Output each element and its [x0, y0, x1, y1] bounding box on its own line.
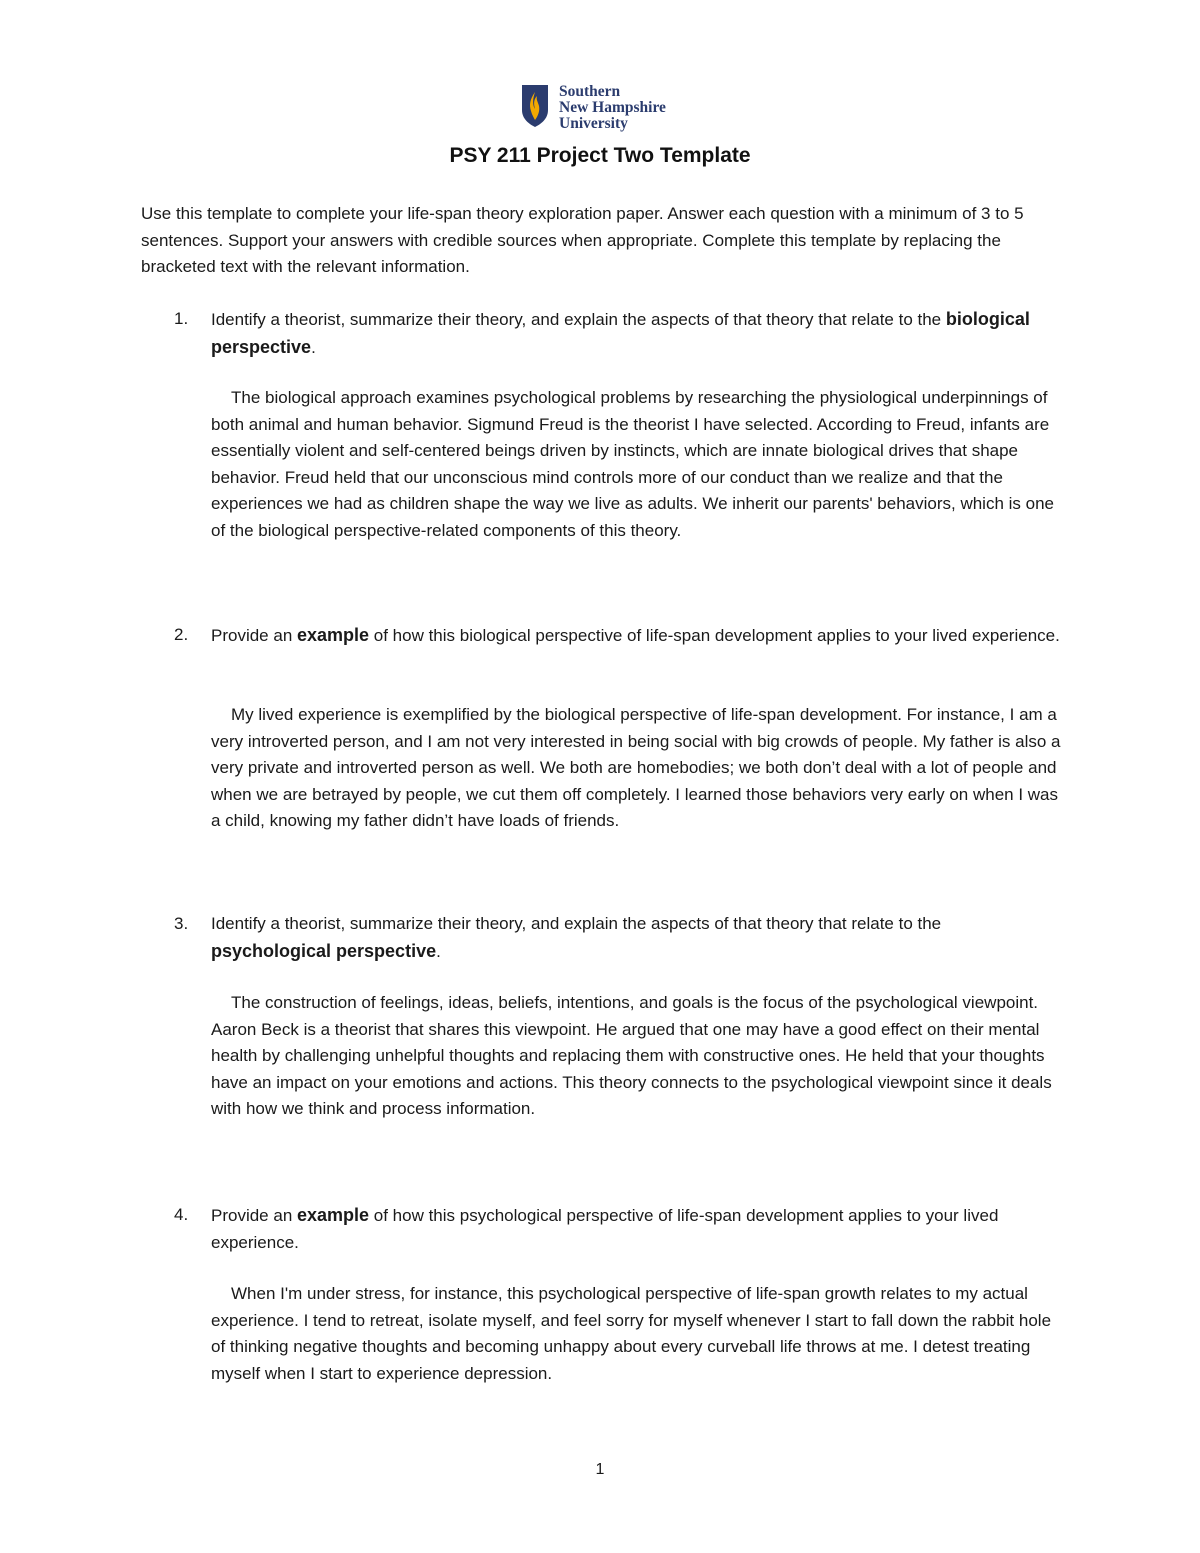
question-text: Provide an example of how this psychological perspective of life-span development applies to your lived experience.: [211, 1205, 999, 1252]
question-emphasis: biological perspective: [211, 309, 1030, 357]
university-name: [559, 84, 666, 132]
question-1: [141, 306, 1061, 361]
question-4: [141, 1202, 1061, 1256]
shield-flame-icon: [521, 84, 549, 128]
answer-2: My lived experience is exemplified by the biological perspective of life-span development. For instance, I am a very introverted person, and I am not very interested in being social with big crowds of people. My father is also a very private and introverted person as well. We both are homebodies; we both don’t deal with a lot of people and when we are betrayed by people, we cut them off completely. I learned those behaviors very early on when I was a child, knowing my father didn’t have loads of friends.: [211, 705, 1061, 830]
question-emphasis: psychological perspective: [211, 940, 437, 961]
university-logo: [521, 84, 666, 132]
logo-line-new-hampshire: New Hampshire: [559, 99, 666, 116]
question-text: Provide an example of how this biological perspective of life-span development applies to your lived experience.: [211, 625, 1060, 645]
intro-paragraph: Use this template to complete your life-span theory exploration paper. Answer each question with a minimum of 3 to 5 sentences. Support your answers with credible sources when appropriate. Complete this template by replacing the bracketed text with the relevant information.: [141, 204, 1024, 276]
question-emphasis: example: [297, 625, 370, 645]
document-title: PSY 211 Project Two Template: [449, 144, 751, 167]
logo-line-southern: Southern: [559, 83, 621, 100]
question-3: [141, 911, 1061, 965]
answer-3: The construction of feelings, ideas, beliefs, intentions, and goals is the focus of the psychological viewpoint. Aaron Beck is a theorist that shares this viewpoint. He argued that one may have a good effect on their mental health by challenging unhelpful thoughts and replacing them with constructive ones. He held that your thoughts have an impact on your emotions and actions. This theory connects to the psychological viewpoint since it deals with how we think and process information.: [211, 993, 1052, 1118]
question-2: [141, 622, 1061, 650]
question-number: 3.: [174, 914, 189, 933]
question-text: Identify a theorist, summarize their theory, and explain the aspects of that theory that relate to the psychological perspective.: [211, 914, 942, 961]
answer-1: The biological approach examines psychological problems by researching the physiological underpinnings of both animal and human behavior. Sigmund Freud is the theorist I have selected. According to Freud, infants are essentially violent and self-centered beings driven by instincts, which are innate biological drives that shape behavior. Freud held that our unconscious mind controls more of our conduct than we realize and that the experiences we had as children shape the way we live as adults. We inherit our parents' behaviors, which is one of the biological perspective-related components of this theory.: [211, 388, 1055, 540]
question-text: Identify a theorist, summarize their theory, and explain the aspects of that theory that relate to the biological perspective.: [211, 309, 1030, 357]
question-number: 1.: [174, 309, 189, 328]
logo-line-university: University: [559, 115, 628, 132]
answer-4: When I'm under stress, for instance, this psychological perspective of life-span growth relates to my actual experience. I tend to retreat, isolate myself, and feel sorry for myself whenever I start to fall down the rabbit hole of thinking negative thoughts and becoming unhappy about every curveball life throws at me. I detest treating myself when I start to experience depression.: [211, 1284, 1052, 1383]
question-number: 2.: [174, 625, 189, 644]
page-number: 1: [595, 1461, 605, 1478]
question-emphasis: example: [297, 1205, 370, 1225]
question-number: 4.: [174, 1205, 189, 1224]
